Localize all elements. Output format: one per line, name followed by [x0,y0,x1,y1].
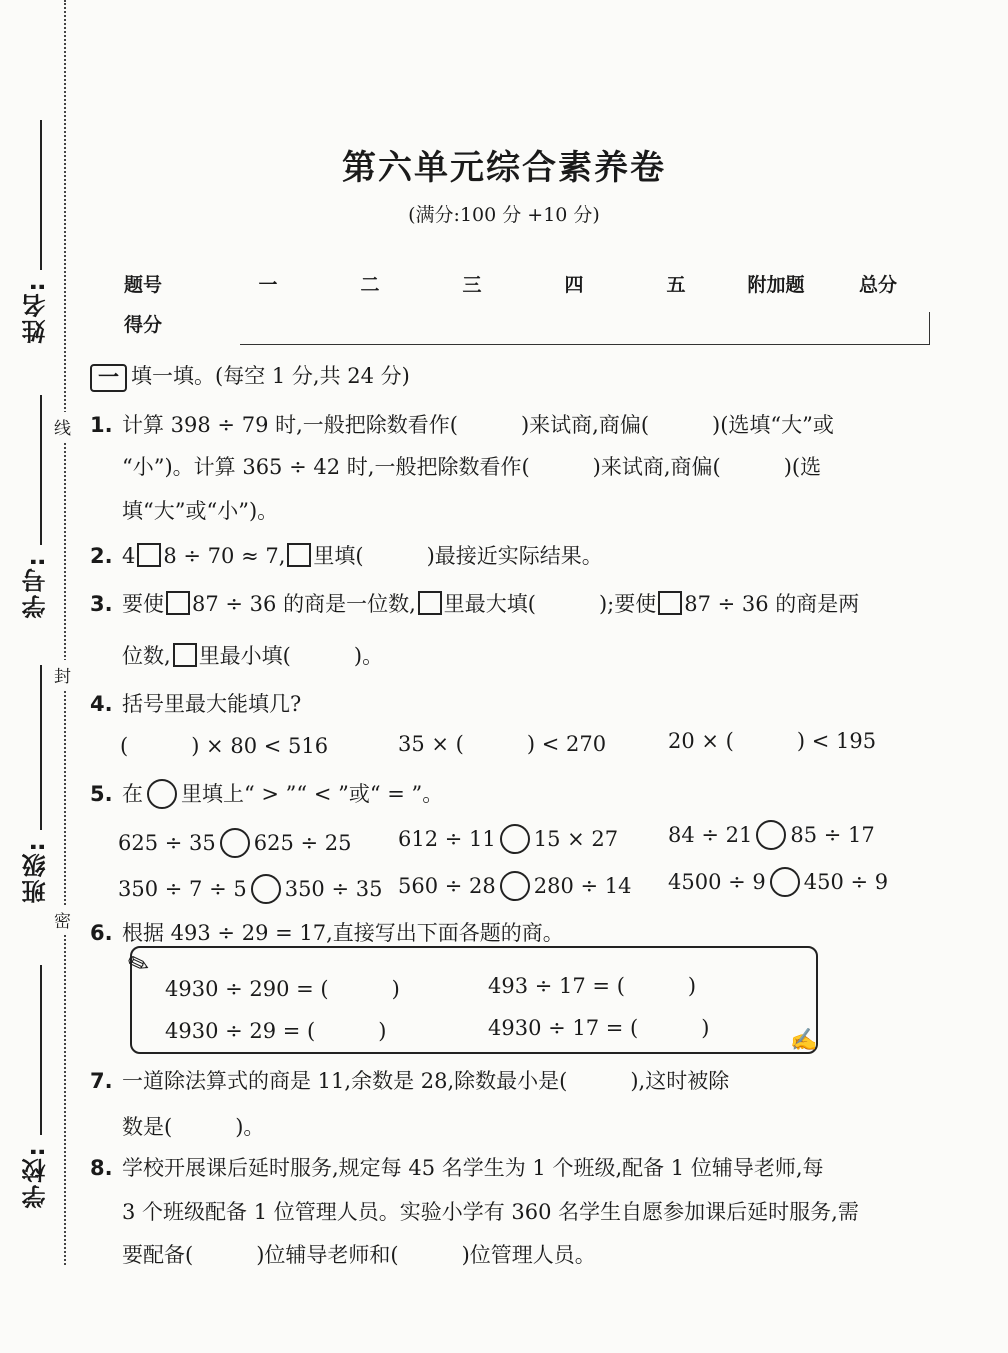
comparison-left: 560 ÷ 28 [398,874,496,898]
blank-square[interactable] [137,543,161,567]
comparison-circle[interactable] [220,828,250,858]
comparison-circle[interactable] [500,871,530,901]
question-text: 一道除法算式的商是 11,余数是 28,除数最小是( ),这时被除 [122,1069,730,1093]
row-header-label: 题号 [124,274,163,296]
feather-decoration-icon: ✎ [123,947,155,983]
school-field[interactable] [8,965,48,1225]
inequality-item[interactable]: ( ) × 80 < 516 [120,734,329,758]
quotient-item[interactable]: 4930 ÷ 290 = ( ) [165,977,400,1001]
question-6 [90,918,564,948]
class-field[interactable] [8,665,48,925]
question-8 [90,1153,824,1183]
question-text: 根据 493 ÷ 29 = 17,直接写出下面各题的商。 [122,921,564,945]
comparison-circle[interactable] [251,874,281,904]
column-header: 附加题 [747,274,805,296]
comparison-item [398,824,618,854]
comparison-right: 15 × 27 [533,827,619,851]
question-3 [90,589,859,619]
student-id-field[interactable] [8,395,48,635]
question-2 [90,541,603,571]
question-number: 6. [90,921,113,945]
name-label: 姓名: [22,280,50,344]
question-7 [90,1066,729,1096]
question-number: 1. [90,413,113,437]
question-text: 在 [122,782,143,806]
question-text: 里最大填( );要使 [443,592,657,616]
comparison-circle[interactable] [770,867,800,897]
blank-square-icon [418,591,442,615]
comparison-left: 350 ÷ 7 ÷ 5 [118,877,247,901]
comparison-right: 85 ÷ 17 [790,823,875,847]
question-text: 4 [122,544,136,568]
quotient-item[interactable]: 4930 ÷ 29 = ( ) [165,1019,387,1043]
seal-char-secret: 密 [54,905,71,934]
question-text: 里填( )最接近实际结果。 [313,544,603,568]
question-1-line-3: 填“大”或“小”)。 [122,499,279,523]
question-7-line-2: 数是( )。 [122,1115,265,1139]
comparison-item [398,871,632,901]
class-label: 班级: [22,840,50,904]
column-header: 一 [258,274,278,296]
column-header: 总分 [858,274,897,296]
comparison-item [668,820,875,850]
comparison-circle[interactable] [500,824,530,854]
school-label: 学校: [22,1145,50,1209]
question-number: 8. [90,1156,113,1180]
class-underline [40,665,42,830]
question-3-line-2 [122,641,383,671]
score-table [110,262,930,346]
score-table-score-row[interactable] [110,304,930,344]
seal-char-seal: 封 [54,660,71,689]
section-title: 填一填。(每空 1 分,共 24 分) [131,364,410,388]
exam-title: 第六单元综合素养卷 [342,148,666,188]
section-heading [90,360,410,392]
question-number: 2. [90,544,113,568]
blank-square-icon [173,643,197,667]
blank-square[interactable] [658,591,682,615]
inequality-item[interactable]: 20 × ( ) < 195 [668,729,877,753]
comparison-right: 280 ÷ 14 [533,874,632,898]
comparison-left: 612 ÷ 11 [398,827,496,851]
school-underline [40,965,42,1135]
question-number: 4. [90,692,113,716]
question-text: 87 ÷ 36 的商是一位数, [192,592,416,616]
score-row-label: 得分 [124,314,163,336]
binding-dotted-line [64,0,66,1265]
question-4 [90,689,301,719]
comparison-item [668,867,888,897]
comparison-item [118,874,382,904]
question-number: 7. [90,1069,113,1093]
column-header: 三 [462,274,482,296]
question-8-line-2: 3 个班级配备 1 位管理人员。实验小学有 360 名学生自愿参加课后延时服务,需 [122,1200,859,1224]
column-header: 五 [666,274,686,296]
student-id-label: 学号: [22,555,50,619]
question-text: 学校开展课后延时服务,规定每 45 名学生为 1 个班级,配备 1 位辅导老师,每 [122,1156,824,1180]
comparison-right: 450 ÷ 9 [803,870,889,894]
question-text: 87 ÷ 36 的商是两 [684,592,860,616]
seal-char-line: 线 [54,412,71,441]
exam-subtitle: (满分:100 分 +10 分) [408,204,600,226]
blank-circle-icon [147,779,177,809]
student-id-underline [40,395,42,545]
comparison-left: 4500 ÷ 9 [668,870,766,894]
question-8-line-3: 要配备( )位辅导老师和( )位管理人员。 [122,1243,596,1267]
section-number: 一 [90,364,127,392]
question-text: 里填上“ > ”“ < ”或“ = ”。 [181,782,444,806]
blank-square-icon [287,543,311,567]
question-number: 5. [90,782,113,806]
comparison-item [118,828,352,858]
question-text: 8 ÷ 70 ≈ 7, [163,544,286,568]
question-1-line-2: “小”)。计算 365 ÷ 42 时,一般把除数看作( )来试商,商偏( )(选 [122,455,822,479]
score-table-right-line [929,312,930,344]
question-number: 3. [90,592,113,616]
comparison-left: 625 ÷ 35 [118,831,216,855]
column-header: 二 [360,274,380,296]
question-text: 里最小填( )。 [198,644,384,668]
comparison-right: 350 ÷ 35 [284,877,383,901]
score-table-bottom-line [240,344,930,345]
question-5 [90,779,443,809]
score-table-header-row [110,264,930,304]
question-text: 位数, [122,644,171,668]
comparison-right: 625 ÷ 25 [253,831,352,855]
question-1 [90,410,834,440]
question-text: 计算 398 ÷ 79 时,一般把除数看作( )来试商,商偏( )(选填“大”或 [122,413,834,437]
quotient-item[interactable]: 493 ÷ 17 = ( ) [488,974,697,998]
inequality-item[interactable]: 35 × ( ) < 270 [398,732,607,756]
pen-decoration-icon: ✍ [790,1028,818,1053]
quotient-item[interactable]: 4930 ÷ 17 = ( ) [488,1016,710,1040]
comparison-left: 84 ÷ 21 [668,823,753,847]
column-header: 四 [564,274,584,296]
question-text: 要使 [122,592,164,616]
question-text: 括号里最大能填几? [122,692,302,716]
comparison-circle[interactable] [756,820,786,850]
blank-square[interactable] [166,591,190,615]
